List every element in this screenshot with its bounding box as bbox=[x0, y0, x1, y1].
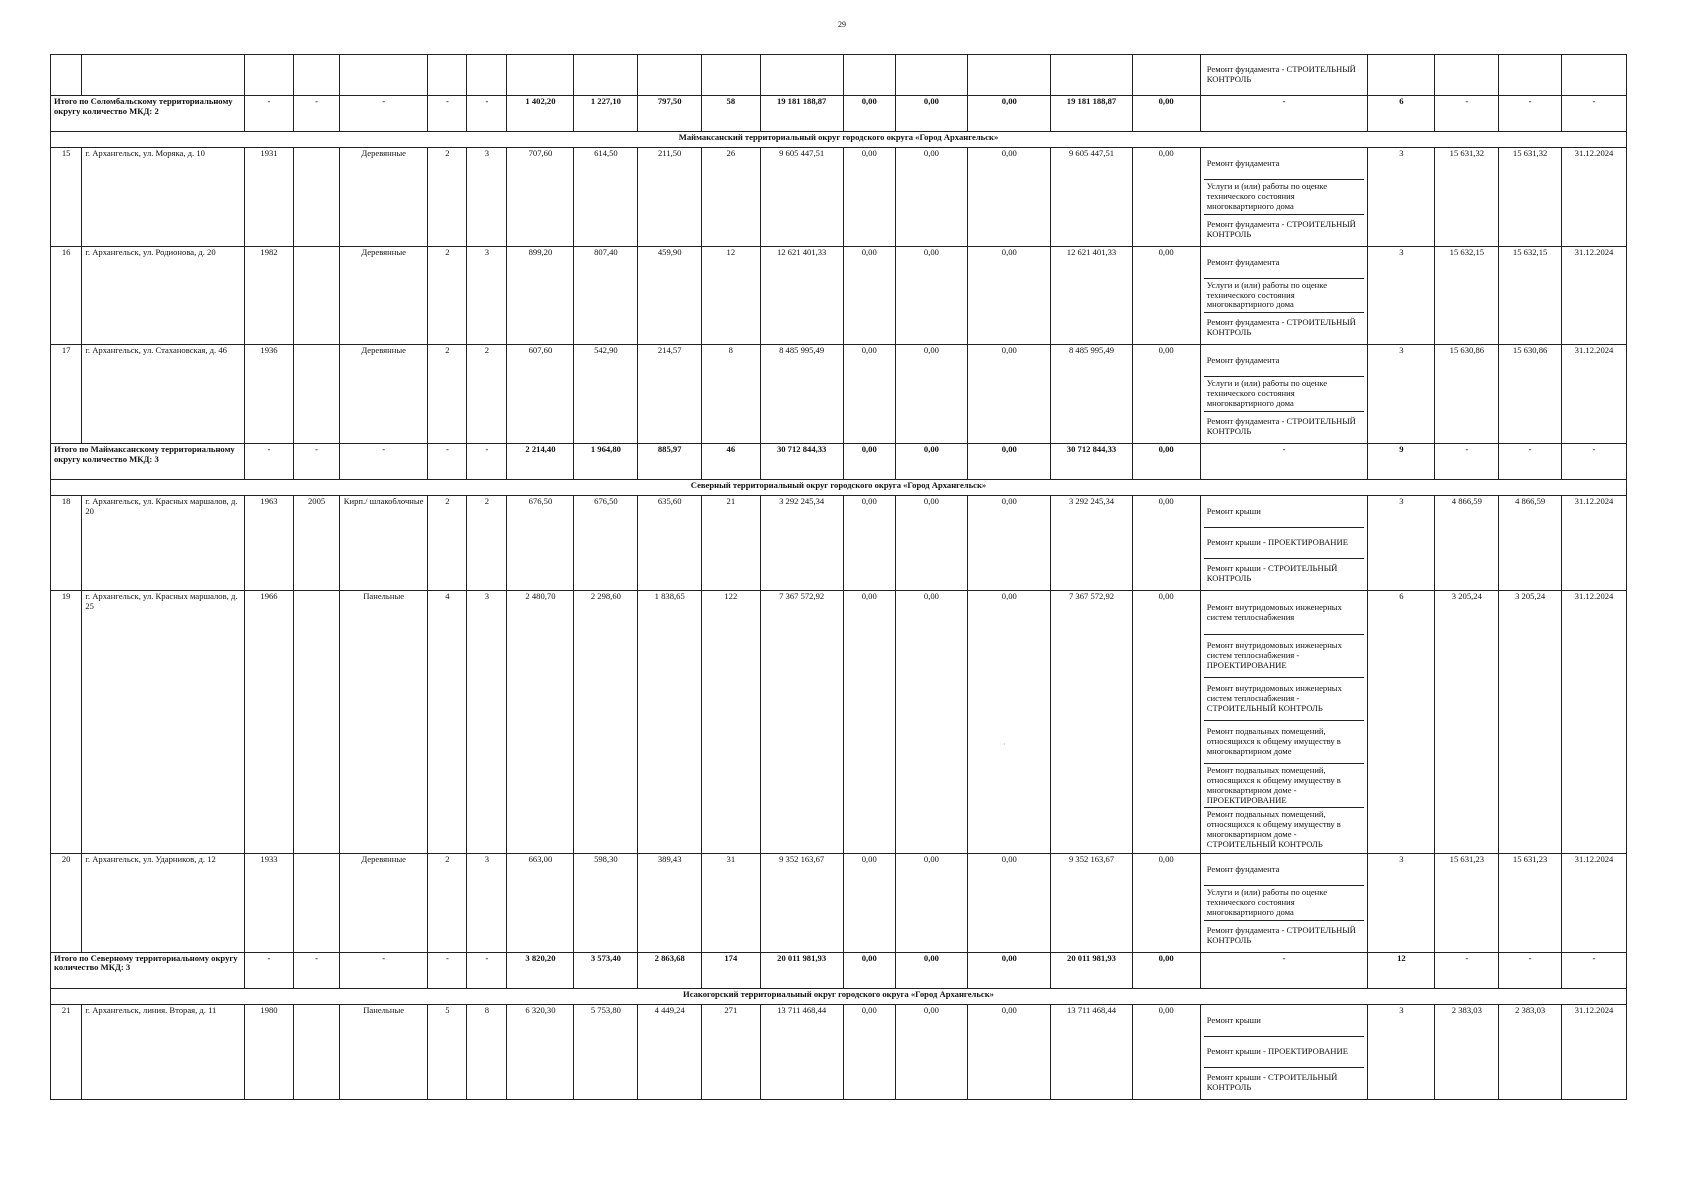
cost-owners: 9 605 447,51 bbox=[1051, 148, 1132, 247]
work-item: Ремонт внутридомовых инженерных систем теплоснабжения - СТРОИТЕЛЬНЫЙ КОНТРОЛЬ bbox=[1204, 678, 1365, 721]
total-work-count: 12 bbox=[1368, 952, 1435, 988]
entrances-count: 3 bbox=[467, 853, 507, 952]
work-item: Ремонт подвальных помещений, относящихся к общему имуществу в многоквартирном доме - ПРОЕКТИРОВАНИЕ bbox=[1204, 764, 1365, 809]
total-residents: 174 bbox=[702, 952, 760, 988]
work-item: Ремонт фундамента - СТРОИТЕЛЬНЫЙ КОНТРОЛЬ bbox=[1206, 317, 1356, 338]
total-area-total: 3 820,20 bbox=[507, 952, 574, 988]
total-area-total: 1 402,20 bbox=[507, 96, 574, 132]
work-item: Ремонт фундамента bbox=[1204, 855, 1365, 886]
area-total: 607,60 bbox=[507, 345, 574, 444]
work-item: Ремонт внутридомовых инженерных систем теплоснабжения - ПРОЕКТИРОВАНИЕ bbox=[1204, 635, 1365, 678]
total-dash: - bbox=[1499, 443, 1562, 479]
total-dash: - bbox=[244, 443, 294, 479]
district-header-row bbox=[51, 988, 1627, 1004]
total-dash: - bbox=[1561, 96, 1626, 132]
work-item: Услуги и (или) работы по оценке технического состояния многоквартирного дома bbox=[1204, 279, 1365, 314]
floors-count: 2 bbox=[428, 246, 467, 345]
residents: 21 bbox=[702, 495, 760, 590]
year-last-overhaul bbox=[294, 148, 339, 247]
cost-total: 7 367 572,92 bbox=[760, 590, 843, 853]
work-item: Ремонт фундамента - СТРОИТЕЛЬНЫЙ КОНТРОЛЬ bbox=[1206, 64, 1356, 84]
unit-cost: 4 866,59 bbox=[1435, 495, 1499, 590]
total-dash: - bbox=[294, 443, 339, 479]
building-row bbox=[51, 590, 1627, 853]
area-living: 2 298,60 bbox=[574, 590, 638, 853]
total-cost-budget: 0,00 bbox=[895, 952, 967, 988]
total-cost-owners: 20 011 981,93 bbox=[1051, 952, 1132, 988]
total-cost-budget: 0,00 bbox=[895, 96, 967, 132]
floors-count: 2 bbox=[428, 345, 467, 444]
year-built: 1980 bbox=[244, 1004, 294, 1099]
total-area-living: 3 573,40 bbox=[574, 952, 638, 988]
work-item: Ремонт крыши bbox=[1204, 1006, 1365, 1037]
cost-total: 9 352 163,67 bbox=[760, 853, 843, 952]
floors-count: 2 bbox=[428, 495, 467, 590]
cost-local: 0,00 bbox=[968, 148, 1051, 247]
cost-owners: 13 711 468,44 bbox=[1051, 1004, 1132, 1099]
unit-cost: 15 630,86 bbox=[1435, 345, 1499, 444]
scan-speck: · bbox=[1003, 740, 1006, 749]
wall-material: Деревянные bbox=[339, 345, 428, 444]
cost-budget: 0,00 bbox=[895, 1004, 967, 1099]
total-dash: - bbox=[467, 443, 507, 479]
work-types bbox=[1200, 590, 1368, 853]
cost-fund: 0,00 bbox=[843, 345, 895, 444]
area-living: 614,50 bbox=[574, 148, 638, 247]
unit-cost-max: 15 631,23 bbox=[1499, 853, 1562, 952]
cost-local: 0,00 bbox=[968, 345, 1051, 444]
total-cost-other: 0,00 bbox=[1132, 96, 1200, 132]
completion-deadline: 31.12.2024 bbox=[1561, 1004, 1626, 1099]
total-cost-total: 19 181 188,87 bbox=[760, 96, 843, 132]
area-total: 663,00 bbox=[507, 853, 574, 952]
total-residents: 46 bbox=[702, 443, 760, 479]
total-dash: - bbox=[339, 443, 428, 479]
work-types bbox=[1200, 495, 1368, 590]
total-area-total: 2 214,40 bbox=[507, 443, 574, 479]
total-dash: - bbox=[428, 96, 467, 132]
cost-owners: 3 292 245,34 bbox=[1051, 495, 1132, 590]
building-address: г. Архангельск, ул. Красных маршалов, д. 25 bbox=[82, 590, 244, 853]
cost-total: 12 621 401,33 bbox=[760, 246, 843, 345]
work-types bbox=[1200, 246, 1368, 345]
district-title: Маймаксанский территориальный округ городского округа «Город Архангельск» bbox=[51, 132, 1627, 148]
cost-budget: 0,00 bbox=[895, 148, 967, 247]
building-row bbox=[51, 1004, 1627, 1099]
work-types bbox=[1200, 853, 1368, 952]
total-work-count: 9 bbox=[1368, 443, 1435, 479]
area-total: 6 320,30 bbox=[507, 1004, 574, 1099]
year-last-overhaul: 2005 bbox=[294, 495, 339, 590]
unit-cost: 2 383,03 bbox=[1435, 1004, 1499, 1099]
building-address: г. Архангельск, ул. Моряка, д. 10 bbox=[82, 148, 244, 247]
cost-other: 0,00 bbox=[1132, 495, 1200, 590]
building-row bbox=[51, 345, 1627, 444]
row-number: 18 bbox=[51, 495, 82, 590]
district-total-row bbox=[51, 96, 1627, 132]
cost-other: 0,00 bbox=[1132, 246, 1200, 345]
district-title: Исакогорский территориальный округ городского округа «Город Архангельск» bbox=[51, 988, 1627, 1004]
cost-fund: 0,00 bbox=[843, 590, 895, 853]
residents: 12 bbox=[702, 246, 760, 345]
building-address: г. Архангельск, ул. Красных маршалов, д. 20 bbox=[82, 495, 244, 590]
cost-owners: 12 621 401,33 bbox=[1051, 246, 1132, 345]
cost-total: 8 485 995,49 bbox=[760, 345, 843, 444]
building-row bbox=[51, 246, 1627, 345]
district-total-row bbox=[51, 443, 1627, 479]
work-item: Ремонт крыши - СТРОИТЕЛЬНЫЙ КОНТРОЛЬ bbox=[1206, 563, 1338, 583]
unit-cost-max: 15 632,15 bbox=[1499, 246, 1562, 345]
unit-cost: 15 631,23 bbox=[1435, 853, 1499, 952]
area-total: 2 480,70 bbox=[507, 590, 574, 853]
total-cost-total: 20 011 981,93 bbox=[760, 952, 843, 988]
total-cost-local: 0,00 bbox=[968, 443, 1051, 479]
district-header-row bbox=[51, 479, 1627, 495]
year-built: 1963 bbox=[244, 495, 294, 590]
total-cost-local: 0,00 bbox=[968, 96, 1051, 132]
work-item: Ремонт внутридомовых инженерных систем теплоснабжения bbox=[1204, 592, 1365, 635]
cost-budget: 0,00 bbox=[895, 853, 967, 952]
work-item: Ремонт фундамента - СТРОИТЕЛЬНЫЙ КОНТРОЛЬ bbox=[1206, 924, 1356, 945]
wall-material: Деревянные bbox=[339, 246, 428, 345]
area-total: 899,20 bbox=[507, 246, 574, 345]
row-number: 21 bbox=[51, 1004, 82, 1099]
cost-owners: 9 352 163,67 bbox=[1051, 853, 1132, 952]
year-last-overhaul bbox=[294, 345, 339, 444]
total-cost-total: 30 712 844,33 bbox=[760, 443, 843, 479]
cost-local: 0,00 bbox=[968, 246, 1051, 345]
total-dash: - bbox=[244, 96, 294, 132]
cost-local: 0,00 bbox=[968, 1004, 1051, 1099]
work-count: 3 bbox=[1368, 148, 1435, 247]
cost-owners: 7 367 572,92 bbox=[1051, 590, 1132, 853]
cost-fund: 0,00 bbox=[843, 246, 895, 345]
cost-budget: 0,00 bbox=[895, 590, 967, 853]
total-cost-fund: 0,00 bbox=[843, 443, 895, 479]
wall-material: Деревянные bbox=[339, 148, 428, 247]
district-total-row bbox=[51, 952, 1627, 988]
entrances-count: 3 bbox=[467, 246, 507, 345]
district-total-label: Итого по Северному территориальному округу количество МКД: 3 bbox=[51, 952, 245, 988]
floors-count: 2 bbox=[428, 148, 467, 247]
area-residents: 389,43 bbox=[638, 853, 702, 952]
total-dash: - bbox=[1200, 443, 1368, 479]
cost-total: 9 605 447,51 bbox=[760, 148, 843, 247]
wall-material: Панельные bbox=[339, 590, 428, 853]
cost-owners: 8 485 995,49 bbox=[1051, 345, 1132, 444]
page-number: 29 bbox=[838, 20, 846, 29]
completion-deadline: 31.12.2024 bbox=[1561, 853, 1626, 952]
unit-cost-max: 15 631,32 bbox=[1499, 148, 1562, 247]
area-residents: 4 449,24 bbox=[638, 1004, 702, 1099]
work-item: Ремонт фундамента bbox=[1204, 149, 1365, 180]
overhaul-register-table bbox=[50, 54, 1627, 1100]
row-number: 19 bbox=[51, 590, 82, 853]
total-work-count: 6 bbox=[1368, 96, 1435, 132]
work-item: Ремонт подвальных помещений, относящихся к общему имуществу в многоквартирном доме - СТРОИТЕЛЬНЫЙ КОНТРОЛЬ bbox=[1206, 809, 1341, 849]
total-dash: - bbox=[1561, 443, 1626, 479]
total-area-residents: 885,97 bbox=[638, 443, 702, 479]
total-dash: - bbox=[1499, 952, 1562, 988]
total-dash: - bbox=[244, 952, 294, 988]
cost-fund: 0,00 bbox=[843, 1004, 895, 1099]
work-item: Ремонт фундамента - СТРОИТЕЛЬНЫЙ КОНТРОЛЬ bbox=[1206, 218, 1356, 239]
total-cost-fund: 0,00 bbox=[843, 96, 895, 132]
unit-cost-max: 4 866,59 bbox=[1499, 495, 1562, 590]
total-area-living: 1 227,10 bbox=[574, 96, 638, 132]
year-built: 1966 bbox=[244, 590, 294, 853]
total-cost-owners: 30 712 844,33 bbox=[1051, 443, 1132, 479]
total-dash: - bbox=[467, 96, 507, 132]
work-item: Ремонт крыши - СТРОИТЕЛЬНЫЙ КОНТРОЛЬ bbox=[1206, 1071, 1338, 1092]
unit-cost: 15 632,15 bbox=[1435, 246, 1499, 345]
year-built: 1933 bbox=[244, 853, 294, 952]
building-address: г. Архангельск, линия. Вторая, д. 11 bbox=[82, 1004, 244, 1099]
work-count: 3 bbox=[1368, 1004, 1435, 1099]
total-dash: - bbox=[1435, 952, 1499, 988]
total-dash: - bbox=[294, 952, 339, 988]
area-living: 807,40 bbox=[574, 246, 638, 345]
district-header-row bbox=[51, 132, 1627, 148]
total-dash: - bbox=[428, 952, 467, 988]
completion-deadline: 31.12.2024 bbox=[1561, 590, 1626, 853]
total-cost-owners: 19 181 188,87 bbox=[1051, 96, 1132, 132]
cost-fund: 0,00 bbox=[843, 853, 895, 952]
area-residents: 1 838,65 bbox=[638, 590, 702, 853]
area-residents: 214,57 bbox=[638, 345, 702, 444]
work-count: 3 bbox=[1368, 246, 1435, 345]
wall-material: Панельные bbox=[339, 1004, 428, 1099]
row-number: 16 bbox=[51, 246, 82, 345]
completion-deadline: 31.12.2024 bbox=[1561, 495, 1626, 590]
year-last-overhaul bbox=[294, 1004, 339, 1099]
work-item: Ремонт подвальных помещений, относящихся к общему имуществу в многоквартирном доме bbox=[1204, 721, 1365, 764]
unit-cost-max: 15 630,86 bbox=[1499, 345, 1562, 444]
work-item: Услуги и (или) работы по оценке технического состояния многоквартирного дома bbox=[1204, 886, 1365, 921]
building-address: г. Архангельск, ул. Ударников, д. 12 bbox=[82, 853, 244, 952]
work-types bbox=[1200, 345, 1368, 444]
cost-local: 0,00 bbox=[968, 853, 1051, 952]
completion-deadline: 31.12.2024 bbox=[1561, 345, 1626, 444]
work-item: Услуги и (или) работы по оценке технического состояния многоквартирного дома bbox=[1204, 180, 1365, 215]
total-cost-budget: 0,00 bbox=[895, 443, 967, 479]
total-residents: 58 bbox=[702, 96, 760, 132]
work-item: Ремонт крыши - ПРОЕКТИРОВАНИЕ bbox=[1204, 528, 1365, 559]
unit-cost: 15 631,32 bbox=[1435, 148, 1499, 247]
total-dash: - bbox=[1499, 96, 1562, 132]
work-item: Ремонт крыши - ПРОЕКТИРОВАНИЕ bbox=[1204, 1037, 1365, 1068]
cost-other: 0,00 bbox=[1132, 345, 1200, 444]
building-row bbox=[51, 148, 1627, 247]
district-total-label: Итого по Соломбальскому территориальному округу количество МКД: 2 bbox=[51, 96, 245, 132]
area-living: 676,50 bbox=[574, 495, 638, 590]
entrances-count: 2 bbox=[467, 345, 507, 444]
unit-cost-max: 3 205,24 bbox=[1499, 590, 1562, 853]
cost-local: 0,00 bbox=[968, 495, 1051, 590]
entrances-count: 3 bbox=[467, 590, 507, 853]
total-dash: - bbox=[339, 96, 428, 132]
total-dash: - bbox=[1561, 952, 1626, 988]
floors-count: 4 bbox=[428, 590, 467, 853]
floors-count: 2 bbox=[428, 853, 467, 952]
year-last-overhaul bbox=[294, 853, 339, 952]
total-area-living: 1 964,80 bbox=[574, 443, 638, 479]
area-total: 707,60 bbox=[507, 148, 574, 247]
cost-total: 3 292 245,34 bbox=[760, 495, 843, 590]
total-cost-fund: 0,00 bbox=[843, 952, 895, 988]
building-address: г. Архангельск, ул. Стахановская, д. 46 bbox=[82, 345, 244, 444]
total-dash: - bbox=[467, 952, 507, 988]
total-area-residents: 797,50 bbox=[638, 96, 702, 132]
residents: 122 bbox=[702, 590, 760, 853]
year-built: 1982 bbox=[244, 246, 294, 345]
area-residents: 635,60 bbox=[638, 495, 702, 590]
year-built: 1931 bbox=[244, 148, 294, 247]
district-title: Северный территориальный округ городского округа «Город Архангельск» bbox=[51, 479, 1627, 495]
work-count: 3 bbox=[1368, 495, 1435, 590]
cost-other: 0,00 bbox=[1132, 590, 1200, 853]
entrances-count: 8 bbox=[467, 1004, 507, 1099]
unit-cost: 3 205,24 bbox=[1435, 590, 1499, 853]
cost-budget: 0,00 bbox=[895, 345, 967, 444]
area-residents: 459,90 bbox=[638, 246, 702, 345]
residents: 31 bbox=[702, 853, 760, 952]
unit-cost-max: 2 383,03 bbox=[1499, 1004, 1562, 1099]
work-item: Ремонт крыши bbox=[1204, 497, 1365, 528]
entrances-count: 2 bbox=[467, 495, 507, 590]
total-cost-local: 0,00 bbox=[968, 952, 1051, 988]
work-item: Ремонт фундамента bbox=[1204, 248, 1365, 279]
work-count: 3 bbox=[1368, 853, 1435, 952]
row-number: 20 bbox=[51, 853, 82, 952]
total-dash: - bbox=[1435, 96, 1499, 132]
total-cost-other: 0,00 bbox=[1132, 952, 1200, 988]
district-total-label: Итого по Маймаксанскому территориальному округу количество МКД: 3 bbox=[51, 443, 245, 479]
cost-fund: 0,00 bbox=[843, 495, 895, 590]
total-dash: - bbox=[428, 443, 467, 479]
work-item: Ремонт фундамента - СТРОИТЕЛЬНЫЙ КОНТРОЛЬ bbox=[1206, 416, 1356, 436]
area-residents: 211,50 bbox=[638, 148, 702, 247]
total-dash: - bbox=[294, 96, 339, 132]
residents: 26 bbox=[702, 148, 760, 247]
total-dash: - bbox=[339, 952, 428, 988]
total-dash: - bbox=[1200, 96, 1368, 132]
cost-other: 0,00 bbox=[1132, 148, 1200, 247]
cost-other: 0,00 bbox=[1132, 1004, 1200, 1099]
cost-fund: 0,00 bbox=[843, 148, 895, 247]
building-row bbox=[51, 495, 1627, 590]
building-row bbox=[51, 853, 1627, 952]
work-item: Услуги и (или) работы по оценке технического состояния многоквартирного дома bbox=[1204, 377, 1365, 412]
area-living: 5 753,80 bbox=[574, 1004, 638, 1099]
area-total: 676,50 bbox=[507, 495, 574, 590]
area-living: 542,90 bbox=[574, 345, 638, 444]
cost-budget: 0,00 bbox=[895, 246, 967, 345]
work-types bbox=[1200, 148, 1368, 247]
cost-other: 0,00 bbox=[1132, 853, 1200, 952]
building-address: г. Архангельск, ул. Родионова, д. 20 bbox=[82, 246, 244, 345]
row-number: 17 bbox=[51, 345, 82, 444]
cost-total: 13 711 468,44 bbox=[760, 1004, 843, 1099]
residents: 271 bbox=[702, 1004, 760, 1099]
completion-deadline: 31.12.2024 bbox=[1561, 246, 1626, 345]
year-built: 1936 bbox=[244, 345, 294, 444]
cost-local: 0,00 bbox=[968, 590, 1051, 853]
entrances-count: 3 bbox=[467, 148, 507, 247]
year-last-overhaul bbox=[294, 246, 339, 345]
total-area-residents: 2 863,68 bbox=[638, 952, 702, 988]
cost-budget: 0,00 bbox=[895, 495, 967, 590]
work-item: Ремонт фундамента bbox=[1204, 346, 1365, 377]
work-count: 3 bbox=[1368, 345, 1435, 444]
row-number: 15 bbox=[51, 148, 82, 247]
year-last-overhaul bbox=[294, 590, 339, 853]
wall-material: Деревянные bbox=[339, 853, 428, 952]
completion-deadline: 31.12.2024 bbox=[1561, 148, 1626, 247]
work-types bbox=[1200, 1004, 1368, 1099]
wall-material: Кирп./ шлакоблочные bbox=[339, 495, 428, 590]
work-count: 6 bbox=[1368, 590, 1435, 853]
total-cost-other: 0,00 bbox=[1132, 443, 1200, 479]
floors-count: 5 bbox=[428, 1004, 467, 1099]
residents: 8 bbox=[702, 345, 760, 444]
total-dash: - bbox=[1200, 952, 1368, 988]
total-dash: - bbox=[1435, 443, 1499, 479]
area-living: 598,30 bbox=[574, 853, 638, 952]
continuation-row bbox=[51, 55, 1627, 96]
